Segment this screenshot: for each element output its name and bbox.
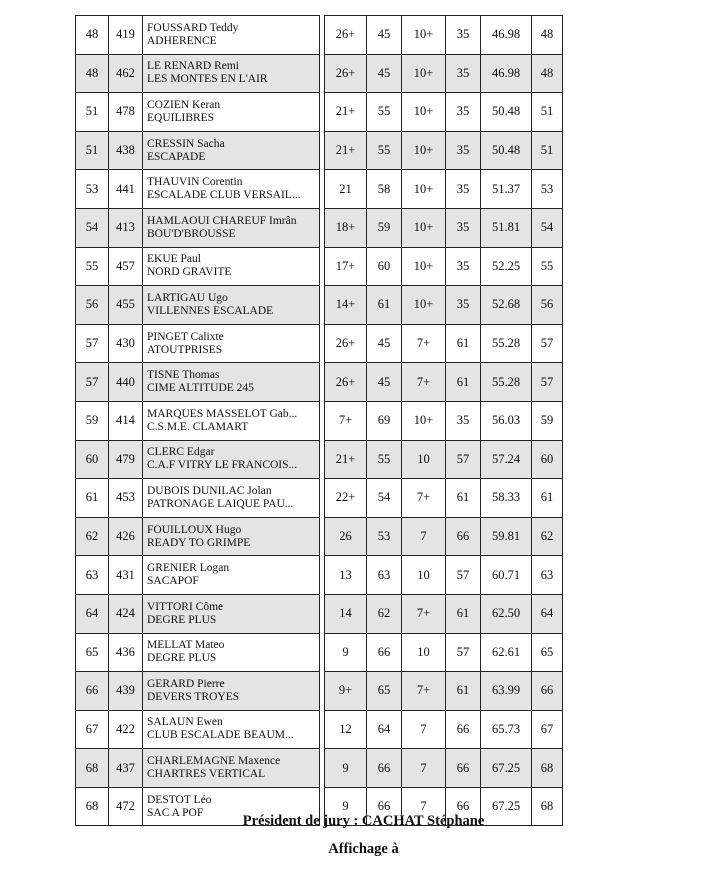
competitor-name: CRESSIN Sacha — [147, 137, 225, 150]
rank-cell: 65 — [76, 633, 109, 672]
route1-points-cell: 69 — [367, 401, 402, 440]
competitor-name: HAMLAOUI CHAREUF Imrân — [147, 214, 297, 227]
table-row — [76, 710, 563, 749]
competitor-club: ATOUTPRISES — [147, 343, 223, 356]
rank-cell: 68 — [76, 787, 109, 826]
table-row — [76, 324, 563, 363]
route1-points-cell: 60 — [367, 247, 402, 286]
route2-points-cell: 66 — [446, 787, 481, 826]
competitor-cell — [143, 401, 320, 440]
table-row — [76, 16, 563, 55]
competitor-club: PATRONAGE LAIQUE PAU... — [147, 497, 294, 510]
route2-result-cell: 7+ — [402, 479, 446, 518]
rank-cell: 64 — [76, 594, 109, 633]
final-rank-cell: 51 — [532, 93, 563, 132]
route2-result-cell: 10+ — [402, 93, 446, 132]
rank-cell: 59 — [76, 401, 109, 440]
competitor-club: DEGRE PLUS — [147, 652, 217, 665]
rank-cell: 48 — [76, 54, 109, 93]
competitor-cell — [143, 633, 320, 672]
rank-cell: 61 — [76, 479, 109, 518]
competitor-name: PINGET Calixte — [147, 330, 224, 343]
table-row — [76, 93, 563, 132]
competitor-cell — [143, 54, 320, 93]
table-row — [76, 556, 563, 595]
route2-result-cell: 7+ — [402, 672, 446, 711]
route1-points-cell: 62 — [367, 594, 402, 633]
rank-cell: 51 — [76, 93, 109, 132]
score-cell: 65.73 — [481, 710, 532, 749]
competitor-club: EQUILIBRES — [147, 111, 215, 124]
competitor-name: VITTORI Côme — [147, 600, 224, 613]
rank-cell: 51 — [76, 131, 109, 170]
competitor-club: ESCAPADE — [147, 150, 206, 163]
rank-cell: 68 — [76, 749, 109, 788]
route2-points-cell: 66 — [446, 710, 481, 749]
competitor-club: ADHERENCE — [147, 34, 217, 47]
score-cell: 56.03 — [481, 401, 532, 440]
competitor-name: LARTIGAU Ugo — [147, 291, 228, 304]
score-cell: 55.28 — [481, 363, 532, 402]
route1-result-cell: 14+ — [325, 286, 367, 325]
route2-result-cell: 10 — [402, 556, 446, 595]
final-rank-cell: 68 — [532, 787, 563, 826]
route2-result-cell: 7+ — [402, 594, 446, 633]
rank-cell: 57 — [76, 363, 109, 402]
rank-cell: 67 — [76, 710, 109, 749]
rank-cell: 57 — [76, 324, 109, 363]
route2-points-cell: 66 — [446, 749, 481, 788]
competitor-cell — [143, 170, 320, 209]
competitor-cell — [143, 363, 320, 402]
table-row — [76, 54, 563, 93]
competitor-name: FOUSSARD Teddy — [147, 21, 239, 34]
route2-points-cell: 35 — [446, 93, 481, 132]
competitor-cell — [143, 93, 320, 132]
bib-cell: 437 — [109, 749, 143, 788]
bib-cell: 478 — [109, 93, 143, 132]
route1-points-cell: 65 — [367, 672, 402, 711]
score-cell: 46.98 — [481, 54, 532, 93]
bib-cell: 422 — [109, 710, 143, 749]
final-rank-cell: 57 — [532, 324, 563, 363]
bib-cell: 436 — [109, 633, 143, 672]
route2-result-cell: 10+ — [402, 16, 446, 55]
competitor-name: LE RENARD Remi — [147, 60, 239, 73]
rank-cell: 48 — [76, 16, 109, 55]
final-rank-cell: 57 — [532, 363, 563, 402]
competitor-cell — [143, 749, 320, 788]
score-cell: 55.28 — [481, 324, 532, 363]
competitor-club: VILLENNES ESCALADE — [147, 304, 274, 317]
route1-points-cell: 66 — [367, 749, 402, 788]
rank-cell: 56 — [76, 286, 109, 325]
competitor-cell — [143, 479, 320, 518]
route1-result-cell: 22+ — [325, 479, 367, 518]
route2-result-cell: 10 — [402, 633, 446, 672]
route2-points-cell: 35 — [446, 131, 481, 170]
route2-result-cell: 10+ — [402, 286, 446, 325]
bib-cell: 413 — [109, 208, 143, 247]
competitor-club: SAC A POF — [147, 806, 204, 819]
route2-result-cell: 7+ — [402, 324, 446, 363]
route2-points-cell: 35 — [446, 208, 481, 247]
route1-result-cell: 9+ — [325, 672, 367, 711]
final-rank-cell: 68 — [532, 749, 563, 788]
route1-result-cell: 9 — [325, 633, 367, 672]
bib-cell: 424 — [109, 594, 143, 633]
route1-points-cell: 53 — [367, 517, 402, 556]
score-cell: 50.48 — [481, 131, 532, 170]
competitor-name: CLERC Edgar — [147, 446, 215, 459]
rank-cell: 54 — [76, 208, 109, 247]
route2-result-cell: 7+ — [402, 363, 446, 402]
final-rank-cell: 48 — [532, 54, 563, 93]
bib-cell: 441 — [109, 170, 143, 209]
route2-points-cell: 61 — [446, 672, 481, 711]
route1-result-cell: 13 — [325, 556, 367, 595]
final-rank-cell: 65 — [532, 633, 563, 672]
route1-result-cell: 26+ — [325, 324, 367, 363]
bib-cell: 439 — [109, 672, 143, 711]
route1-points-cell: 55 — [367, 131, 402, 170]
results-table-body — [76, 16, 563, 826]
competitor-club: READY TO GRIMPE — [147, 536, 251, 549]
route1-points-cell: 55 — [367, 93, 402, 132]
rank-cell: 53 — [76, 170, 109, 209]
route1-result-cell: 18+ — [325, 208, 367, 247]
final-rank-cell: 67 — [532, 710, 563, 749]
route2-points-cell: 61 — [446, 594, 481, 633]
score-cell: 59.81 — [481, 517, 532, 556]
table-row — [76, 440, 563, 479]
final-rank-cell: 66 — [532, 672, 563, 711]
competitor-cell — [143, 517, 320, 556]
table-row — [76, 131, 563, 170]
route1-points-cell: 64 — [367, 710, 402, 749]
competitor-name: GRENIER Logan — [147, 562, 230, 575]
competitor-name: CHARLEMAGNE Maxence — [147, 755, 281, 768]
route2-points-cell: 61 — [446, 479, 481, 518]
competitor-cell — [143, 16, 320, 55]
route2-result-cell: 10+ — [402, 54, 446, 93]
route2-points-cell: 35 — [446, 54, 481, 93]
competitor-cell — [143, 672, 320, 711]
bib-cell: 426 — [109, 517, 143, 556]
competitor-club: ESCALADE CLUB VERSAIL... — [147, 189, 301, 202]
competitor-name: MELLAT Mateo — [147, 639, 225, 652]
route2-points-cell: 35 — [446, 401, 481, 440]
competitor-name: MARQUES MASSELOT Gab... — [147, 407, 298, 420]
competitor-name: TISNE Thomas — [147, 369, 220, 382]
table-row — [76, 401, 563, 440]
route2-result-cell: 10 — [402, 440, 446, 479]
bib-cell: 440 — [109, 363, 143, 402]
route1-result-cell: 9 — [325, 749, 367, 788]
route1-result-cell: 26+ — [325, 363, 367, 402]
table-row — [76, 170, 563, 209]
route2-points-cell: 57 — [446, 633, 481, 672]
score-cell: 67.25 — [481, 749, 532, 788]
competitor-name: FOUILLOUX Hugo — [147, 523, 242, 536]
competitor-cell — [143, 208, 320, 247]
table-row — [76, 363, 563, 402]
route1-points-cell: 58 — [367, 170, 402, 209]
bib-cell: 430 — [109, 324, 143, 363]
final-rank-cell: 56 — [532, 286, 563, 325]
table-row — [76, 633, 563, 672]
competitor-name: DUBOIS DUNILAC Jolan — [147, 484, 272, 497]
competitor-name: EKUE Paul — [147, 253, 201, 266]
bib-cell: 472 — [109, 787, 143, 826]
jury-president-line: Président de jury : CACHAT Stéphane — [242, 813, 485, 829]
route1-result-cell: 21+ — [325, 440, 367, 479]
route1-points-cell: 54 — [367, 479, 402, 518]
competitor-cell — [143, 131, 320, 170]
bib-cell: 419 — [109, 16, 143, 55]
route2-points-cell: 57 — [446, 556, 481, 595]
route1-result-cell: 21+ — [325, 131, 367, 170]
final-rank-cell: 64 — [532, 594, 563, 633]
final-rank-cell: 51 — [532, 131, 563, 170]
final-rank-cell: 63 — [532, 556, 563, 595]
competitor-club: C.A.F VITRY LE FRANCOIS... — [147, 459, 298, 472]
final-rank-cell: 55 — [532, 247, 563, 286]
posting-line: Affichage à — [328, 841, 399, 857]
route2-result-cell: 7 — [402, 710, 446, 749]
route1-points-cell: 59 — [367, 208, 402, 247]
final-rank-cell: 59 — [532, 401, 563, 440]
rank-cell: 55 — [76, 247, 109, 286]
final-rank-cell: 53 — [532, 170, 563, 209]
route1-result-cell: 12 — [325, 710, 367, 749]
final-rank-cell: 54 — [532, 208, 563, 247]
competitor-name: DESTOT Léo — [147, 793, 212, 806]
route2-points-cell: 57 — [446, 440, 481, 479]
rank-cell: 66 — [76, 672, 109, 711]
bib-cell: 453 — [109, 479, 143, 518]
score-cell: 46.98 — [481, 16, 532, 55]
table-row — [76, 247, 563, 286]
route1-points-cell: 66 — [367, 633, 402, 672]
competitor-name: SALAUN Ewen — [147, 716, 223, 729]
table-row — [76, 594, 563, 633]
score-cell: 62.50 — [481, 594, 532, 633]
final-rank-cell: 61 — [532, 479, 563, 518]
score-cell: 63.99 — [481, 672, 532, 711]
competitor-club: DEGRE PLUS — [147, 613, 217, 626]
route1-points-cell: 55 — [367, 440, 402, 479]
route2-result-cell: 10+ — [402, 131, 446, 170]
table-row — [76, 479, 563, 518]
rank-cell: 60 — [76, 440, 109, 479]
route2-points-cell: 66 — [446, 517, 481, 556]
competitor-club: C.S.M.E. CLAMART — [147, 420, 249, 433]
competitor-cell — [143, 594, 320, 633]
competitor-club: DEVERS TROYES — [147, 690, 240, 703]
route1-result-cell: 17+ — [325, 247, 367, 286]
score-cell: 62.61 — [481, 633, 532, 672]
bib-cell: 414 — [109, 401, 143, 440]
competitor-name: THAUVIN Corentin — [147, 176, 243, 189]
route1-result-cell: 21+ — [325, 93, 367, 132]
route1-points-cell: 63 — [367, 556, 402, 595]
route1-points-cell: 45 — [367, 324, 402, 363]
score-cell: 58.33 — [481, 479, 532, 518]
score-cell: 51.81 — [481, 208, 532, 247]
table-row — [76, 672, 563, 711]
competitor-cell — [143, 556, 320, 595]
bib-cell: 457 — [109, 247, 143, 286]
bib-cell: 479 — [109, 440, 143, 479]
route2-result-cell: 7 — [402, 749, 446, 788]
bib-cell: 431 — [109, 556, 143, 595]
route2-points-cell: 35 — [446, 16, 481, 55]
route1-result-cell: 9 — [325, 787, 367, 826]
final-rank-cell: 48 — [532, 16, 563, 55]
bib-cell: 438 — [109, 131, 143, 170]
route1-result-cell: 14 — [325, 594, 367, 633]
score-cell: 67.25 — [481, 787, 532, 826]
route2-points-cell: 35 — [446, 170, 481, 209]
route1-result-cell: 7+ — [325, 401, 367, 440]
score-cell: 57.24 — [481, 440, 532, 479]
route1-points-cell: 66 — [367, 787, 402, 826]
competitor-name: COZIEN Keran — [147, 98, 221, 111]
route2-points-cell: 35 — [446, 286, 481, 325]
route1-result-cell: 21 — [325, 170, 367, 209]
score-cell: 50.48 — [481, 93, 532, 132]
table-row — [76, 208, 563, 247]
score-cell: 52.25 — [481, 247, 532, 286]
competitor-club: CHARTRES VERTICAL — [147, 768, 266, 781]
competitor-cell — [143, 324, 320, 363]
score-cell: 60.71 — [481, 556, 532, 595]
competitor-club: NORD GRAVITE — [147, 266, 232, 279]
route2-result-cell: 10+ — [402, 170, 446, 209]
route1-result-cell: 26+ — [325, 54, 367, 93]
route2-points-cell: 61 — [446, 363, 481, 402]
route1-result-cell: 26 — [325, 517, 367, 556]
route2-result-cell: 7 — [402, 517, 446, 556]
route2-points-cell: 61 — [446, 324, 481, 363]
competitor-club: SACAPOF — [147, 575, 199, 588]
competitor-cell — [143, 286, 320, 325]
route2-result-cell: 10+ — [402, 208, 446, 247]
score-cell: 52.68 — [481, 286, 532, 325]
results-table — [75, 15, 563, 826]
competitor-club: LES MONTES EN L'AIR — [147, 73, 268, 86]
bib-cell: 455 — [109, 286, 143, 325]
score-cell: 51.37 — [481, 170, 532, 209]
route2-result-cell: 10+ — [402, 247, 446, 286]
route2-points-cell: 35 — [446, 247, 481, 286]
competitor-cell — [143, 247, 320, 286]
final-rank-cell: 62 — [532, 517, 563, 556]
table-row — [76, 517, 563, 556]
table-row — [76, 286, 563, 325]
competitor-club: CIME ALTITUDE 245 — [147, 382, 254, 395]
route2-result-cell: 10+ — [402, 401, 446, 440]
competitor-club: CLUB ESCALADE BEAUM... — [147, 729, 294, 742]
final-rank-cell: 60 — [532, 440, 563, 479]
bib-cell: 462 — [109, 54, 143, 93]
table-row — [76, 749, 563, 788]
route1-points-cell: 45 — [367, 54, 402, 93]
competitor-name: GERARD Pierre — [147, 677, 225, 690]
rank-cell: 62 — [76, 517, 109, 556]
competitor-cell — [143, 440, 320, 479]
route1-points-cell: 45 — [367, 363, 402, 402]
route1-result-cell: 26+ — [325, 16, 367, 55]
competitor-club: BOU'D'BROUSSE — [147, 227, 236, 240]
rank-cell: 63 — [76, 556, 109, 595]
route2-result-cell: 7 — [402, 787, 446, 826]
competitor-cell — [143, 710, 320, 749]
route1-points-cell: 61 — [367, 286, 402, 325]
route1-points-cell: 45 — [367, 16, 402, 55]
